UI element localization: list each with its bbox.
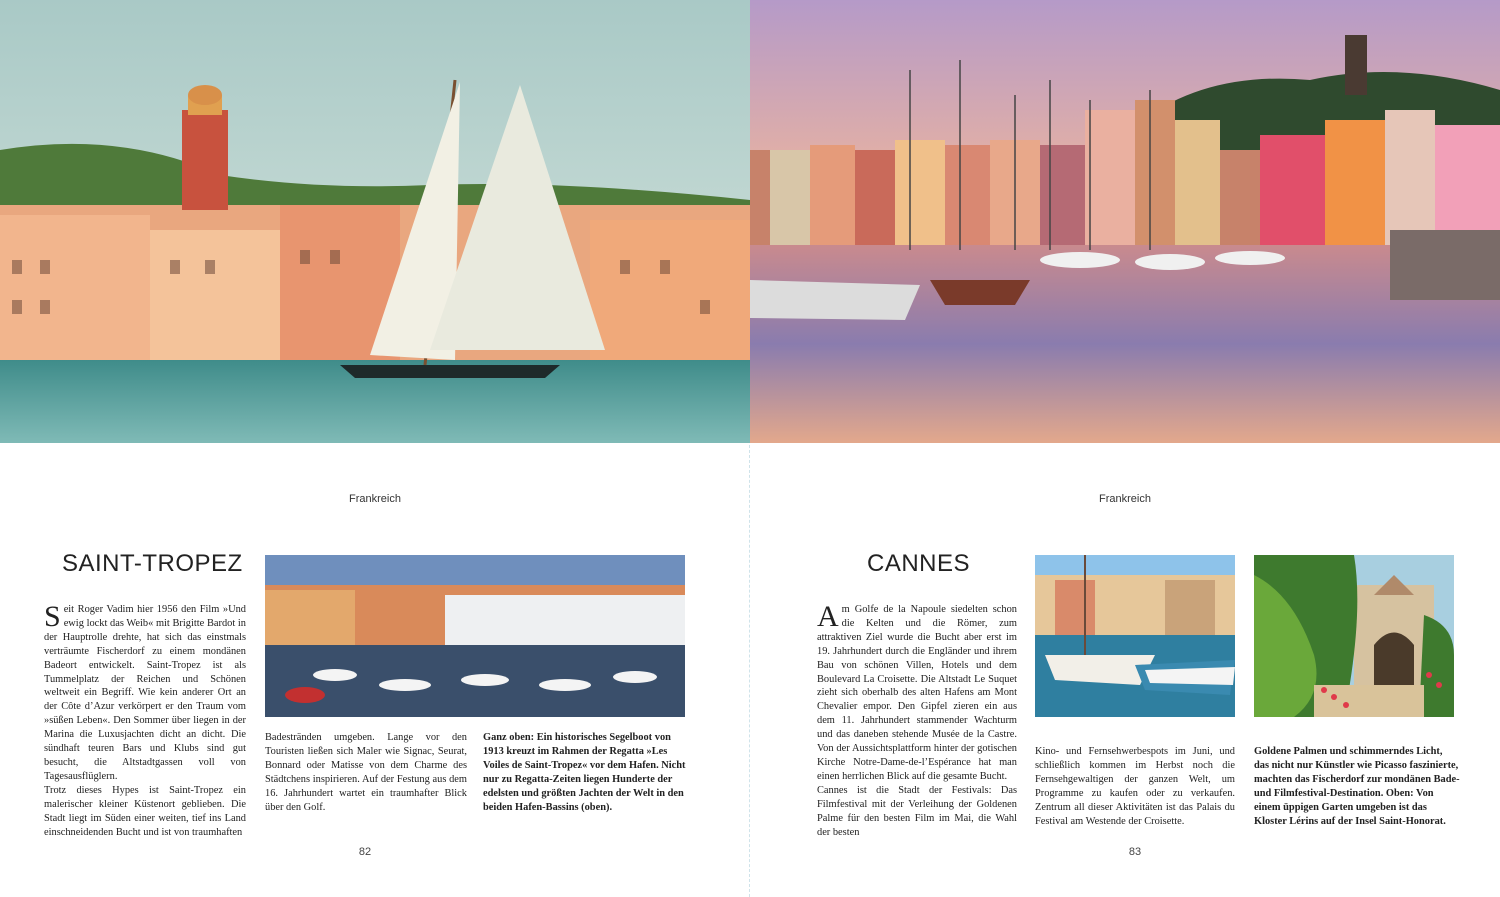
body-text-column-2	[265, 731, 467, 814]
inset-photo-cannes-boats	[1035, 555, 1235, 717]
page-title: CANNES	[867, 550, 971, 577]
dropcap-s: S	[44, 600, 61, 633]
photo-caption: Ganz oben: Ein historisches Segelboot von 1913 kreuzt im Rahmen der Regatta »Les Voiles de Saint-Tropez« vor dem Hafen. Nicht nur zu Regatta-Zeiten liegen Hunderte der edelsten und größten Jachten der Welt in den beiden Hafen-Bassins (oben).	[483, 732, 686, 813]
body-paragraph-2: Cannes ist die Stadt der Festivals: Das Filmfestival mit der Verleihung der Goldenen Palme für den besten Film im Mai, die Wahl der besten	[817, 784, 1017, 838]
page-number: 82	[358, 846, 372, 858]
body-paragraph-1: m Golfe de la Napoule siedelten schon die Kelten und die Römer, zum attraktiven Ziel wurde die Bucht aber erst im 19. Jahrhundert durch die Engländer und ihrem Bau von schönen Villen, Hotels und dem Boulevard La Croisette. Die Altstadt Le Suquet zieht sich oberhalb des alten Hafens am Mont Chevalier empor. Den Gipfel zieren ein aus dem 11. Jahrhundert stammender Wachturm und das daneben stehende Musée de la Castre. Von der Aussichtsplattform hinter der gotischen Kirche Notre-Dame-de-l’Espérance hat man einen herrlichen Blick auf die gesamte Bucht.	[817, 604, 1017, 782]
running-head: Frankreich	[349, 493, 401, 505]
body-paragraph-2: Trotz dieses Hypes ist Saint-Tropez ein malerischer kleiner Küstenort geblieben. Die Stadt liegt im Süden einer weiten, tief ins Land einschneidenden Bucht und ist von traumhaften	[44, 784, 246, 838]
page-title: SAINT-TROPEZ	[62, 550, 243, 577]
inset-photo-lerins-garden	[1254, 555, 1454, 717]
body-paragraph-3: Kino- und Fernsehwerbespots im Juni, und schließlich kommen im Herbst noch die Fernsehgewaltigen der ganzen Welt, um Programme zu kaufen oder zu verkaufen. Zentrum all dieser Aktivitäten ist das Palais du Festival am Westende der Croisette.	[1035, 746, 1235, 827]
right-page	[750, 0, 1500, 897]
body-paragraph-3: Badestränden umgeben. Lange vor den Touristen ließen sich Maler wie Signac, Seurat, Bonnard oder Matisse von dem Charme des Städtchens inspirieren. Auf der Festung aus dem 16. Jahrhundert wartet ein traumhafter Blick über den Golf.	[265, 732, 467, 813]
dropcap-a: A	[817, 600, 839, 633]
running-head: Frankreich	[1099, 493, 1151, 505]
body-text-column-1	[817, 600, 1017, 839]
hero-photo-cannes	[750, 0, 1500, 443]
body-paragraph-1: eit Roger Vadim hier 1956 den Film »Und ewig lockt das Weib« mit Brigitte Bardot in der Hauptrolle drehte, hat sich das einstmals verträumte Fischerdorf zu einem mondänen Badeort entwickelt. Saint-Tropez ist als Tummelplatz der Reichen und Schönen weltweit ein Begriff. Wie kein anderer Ort an der Côte d’Azur verkörpert er den Traum vom »süßen Leben«. Den Sommer über liegen in der Marina die Luxusjachten dicht an dicht. Die sündhaft teuren Bars und Klubs sind gut besucht, die Altstadtgassen voll von Tagesausflüglern.	[44, 604, 246, 782]
body-text-column-1	[44, 600, 246, 839]
hero-photo-saint-tropez	[0, 0, 750, 443]
page-number: 83	[1128, 846, 1142, 858]
inset-photo-saint-tropez-harbor	[265, 555, 685, 717]
photo-caption: Goldene Palmen und schimmerndes Licht, das nicht nur Künstler wie Picasso faszinierte, machten das Fischerdorf zur mondänen Bade- und Filmfestival-Destination. Oben: Von einem üppigen Garten umgeben ist das Kloster Lérins auf der Insel Saint-Honorat.	[1254, 746, 1460, 827]
body-text-column-2	[1035, 745, 1235, 828]
